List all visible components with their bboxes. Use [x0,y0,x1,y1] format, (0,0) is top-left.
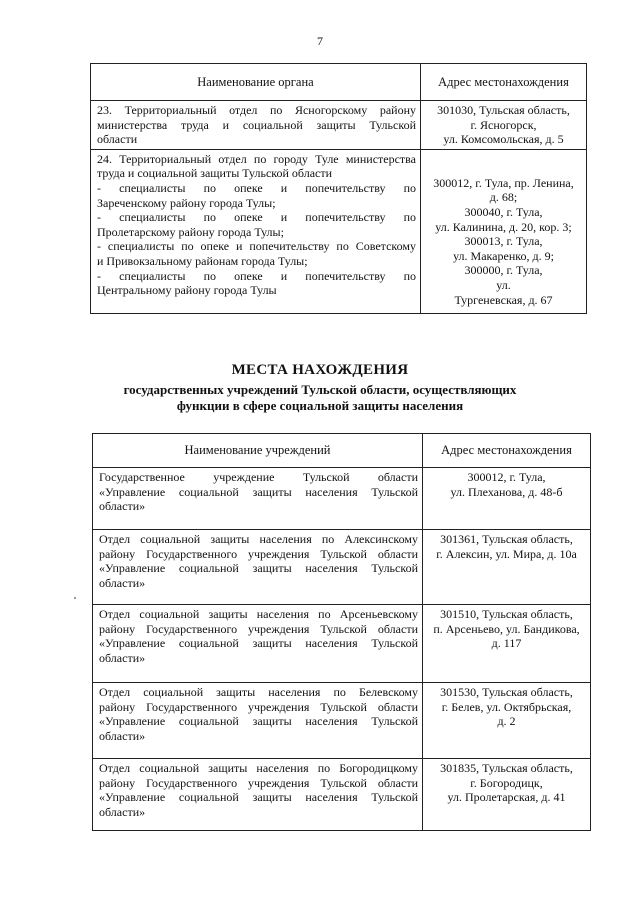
text-line: д. 2 [497,714,516,729]
column-header-address: Адрес местонахождения [421,64,587,101]
text-line: 24. Территориальный отдел по городу Туле министерства [97,151,416,166]
text-line: Зареченскому району города Тулы; [97,195,276,210]
text-line: району Государственного учреждения Тульской области [99,775,418,790]
text-line: «Управление социальной защиты населения Тульской [99,714,418,729]
table-row [93,605,591,683]
text-line: Отдел социальной защиты населения по Алексинскому [99,532,418,546]
text-line: Пролетарскому району города Тулы; [97,224,284,239]
institution-address-cell [423,759,591,831]
subtitle-line: функции в сфере социальной защиты населения [176,398,464,413]
text-line: области» [99,804,146,819]
text-line: г. Алексин, ул. Мира, д. 10а [436,546,577,561]
text-line: г. Ясногорск, [470,117,537,132]
table-row [93,530,591,605]
text-line: 301030, Тульская область, [437,103,570,117]
text-line: 301530, Тульская область, [440,685,573,699]
text-line: Отдел социальной защиты населения по Богородицкому [99,761,418,775]
text-line: 300012, г. Тула, пр. Ленина, [433,175,574,190]
text-line: 301510, Тульская область, [440,607,573,621]
text-line: - специалисты по опеке и попечительству по [97,180,416,195]
text-line: области» [99,575,146,590]
institution-address-cell [423,683,591,759]
office-address-cell [421,149,587,313]
text-line: Тургеневская, д. 67 [454,292,553,307]
text-line: 301835, Тульская область, [440,761,573,775]
text-line: д. 68; [489,190,518,205]
territorial-offices-table [90,63,587,314]
text-line: «Управление социальной защиты населения Тульской [99,484,418,499]
text-line: труда и социальной защиты Тульской области [97,166,333,181]
page-number: 7 [317,34,323,48]
text-line: 300040, г. Тула, [464,204,543,219]
text-line: Отдел социальной защиты населения по Белевскому [99,685,418,699]
text-line: области» [99,650,146,665]
text-line: Центральному району города Тулы [97,283,277,298]
table-header-row [91,64,587,101]
text-line: ул. Калинина, д. 20, кор. 3; [435,219,572,234]
column-header-address: Адрес местонахождения [423,434,591,468]
text-line: Государственное учреждение Тульской области [99,470,418,484]
text-line: «Управление социальной защиты населения Тульской [99,561,418,576]
text-line: д. 117 [491,636,522,651]
institution-address-cell [423,530,591,605]
table-row [93,759,591,831]
text-line: г. Богородицк, [470,775,543,790]
text-line: району Государственного учреждения Тульской области [99,621,418,636]
text-line: ул. Пролетарская, д. 41 [447,790,566,805]
text-line: области» [99,499,146,514]
text-line: ул. Комсомольская, д. 5 [443,132,564,147]
table-row [93,468,591,530]
column-header-name: Наименование учреждений [93,434,423,468]
text-line: ул. [496,277,511,292]
text-line: «Управление социальной защиты населения Тульской [99,790,418,805]
text-line: г. Белев, ул. Октябрьская, [441,699,572,714]
text-line: 23. Территориальный отдел по Ясногорскому району [97,103,416,117]
office-name-cell [91,101,421,150]
institution-name-cell [93,759,423,831]
text-line: ул. Макаренко, д. 9; [453,248,554,263]
institution-name-cell [93,468,423,530]
institution-name-cell [93,605,423,683]
text-line: району Государственного учреждения Тульской области [99,546,418,561]
text-line: - специалисты по опеке и попечительству по [97,268,416,283]
text-line: области [97,132,138,147]
table-row [91,101,587,150]
section-title: МЕСТА НАХОЖДЕНИЯ [231,362,409,378]
table-row [91,149,587,313]
text-line: Отдел социальной защиты населения по Арсеньевскому [99,607,418,621]
table-header-row [93,434,591,468]
text-line: 300013, г. Тула, [464,234,543,249]
text-line: области» [99,728,146,743]
text-line: - специалисты по опеке и попечительству по Советскому [97,239,416,254]
text-line: п. Арсеньево, ул. Бандикова, [433,621,580,636]
institution-name-cell [93,683,423,759]
section-subtitle [0,382,640,414]
text-line: и Привокзальному районам города Тулы; [97,253,308,268]
office-address-cell [421,101,587,150]
text-line: 301361, Тульская область, [440,532,573,546]
institution-address-cell [423,468,591,530]
subtitle-line: государственных учреждений Тульской области, осуществляющих [123,382,517,397]
institutions-table [92,433,591,831]
text-line: 300012, г. Тула, [467,470,546,484]
office-name-cell [91,149,421,313]
scan-dot [74,597,76,599]
text-line: 300000, г. Тула, [464,263,543,278]
text-line: «Управление социальной защиты населения Тульской [99,636,418,651]
institution-address-cell [423,605,591,683]
text-line: - специалисты по опеке и попечительству по [97,210,416,225]
column-header-name: Наименование органа [91,64,421,101]
institution-name-cell [93,530,423,605]
text-line: ул. Плеханова, д. 48-б [450,484,563,499]
table-row [93,683,591,759]
text-line: министерства труда и социальной защиты Тульской [97,117,416,132]
text-line: району Государственного учреждения Тульской области [99,699,418,714]
